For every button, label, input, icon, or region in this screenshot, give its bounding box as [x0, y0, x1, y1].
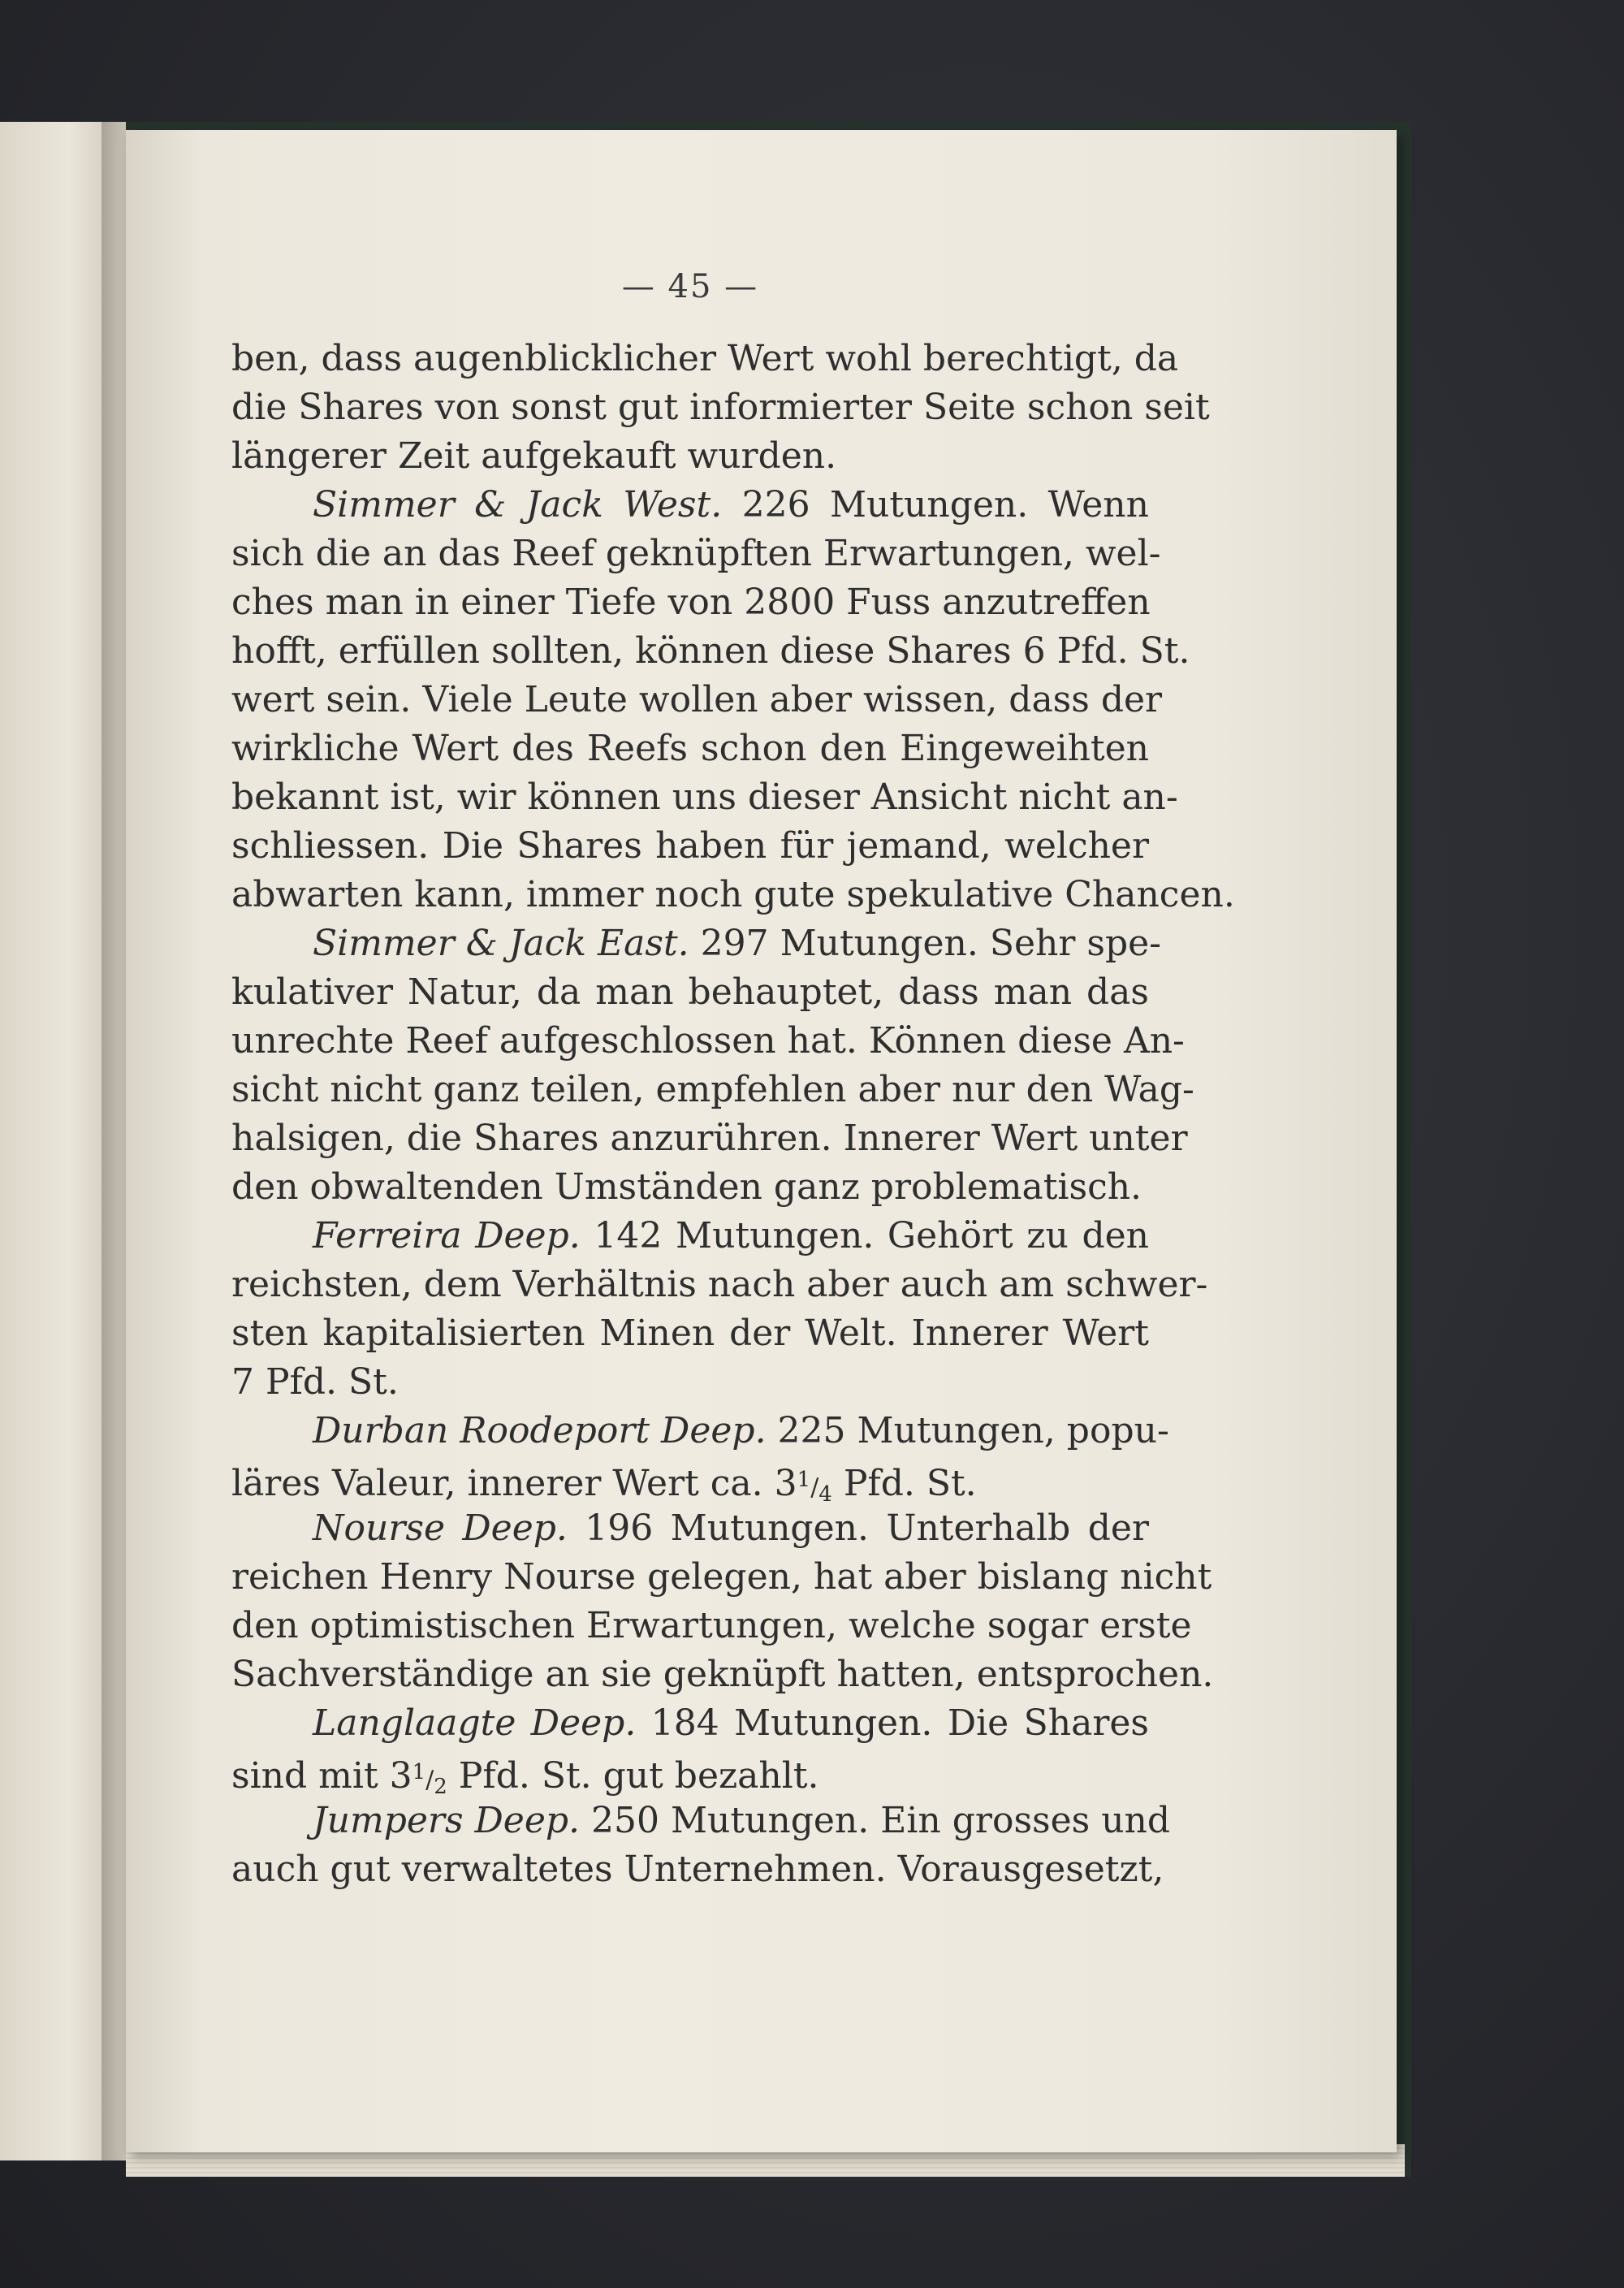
line-text: hofft, erfüllen sollten, können diese Shares 6 Pfd. St.: [231, 630, 1190, 672]
line-text: reichsten, dem Verhältnis nach aber auch am schwer-: [231, 1264, 1208, 1305]
line-text: bekannt ist, wir können uns dieser Ansicht nicht an-: [231, 776, 1178, 818]
line-text: ches man in einer Tiefe von 2800 Fuss anzutreffen: [231, 582, 1151, 623]
line-text-after: Pfd. St. gut bezahlt.: [447, 1755, 819, 1797]
text-line: [231, 335, 1179, 383]
text-line: [231, 1797, 1171, 1845]
line-text: sicht nicht ganz teilen, empfehlen aber nur den Wag-: [231, 1069, 1194, 1110]
text-line: [231, 627, 1190, 676]
line-text: unrechte Reef aufgeschlossen hat. Können diese An-: [231, 1020, 1185, 1062]
text-line: [231, 822, 1149, 871]
text-line: [231, 530, 1161, 578]
entry-title: Simmer & Jack East.: [313, 923, 689, 964]
line-text: ben, dass augenblicklicher Wert wohl berechtigt, da: [231, 338, 1179, 379]
text-line: [231, 1066, 1194, 1114]
line-text: sind mit 3: [231, 1755, 412, 1797]
text-line: [231, 1261, 1208, 1309]
text-line: [231, 432, 1149, 481]
line-text: die Shares von sonst gut informierter Seite schon seit: [231, 387, 1210, 428]
line-text: Sachverständige an sie geknüpft hatten, entsprochen.: [231, 1654, 1214, 1695]
line-text: wirkliche Wert des Reefs schon den Eingeweihten: [231, 728, 1149, 769]
text-line: [231, 1114, 1188, 1163]
line-text: abwarten kann, immer noch gute spekulative Chancen.: [231, 874, 1235, 915]
line-text: schliessen. Die Shares haben für jemand, welcher: [231, 825, 1149, 867]
text-line: [231, 724, 1149, 773]
text-line: [231, 1748, 1149, 1797]
page-number: — 45 —: [621, 268, 759, 305]
line-text: längerer Zeit aufgekauft wurden.: [231, 435, 837, 477]
line-text: 142 Mutungen. Gehört zu den: [580, 1215, 1150, 1256]
text-line: [231, 1553, 1212, 1602]
line-text: 225 Mutungen, popu-: [766, 1410, 1169, 1451]
text-line: [231, 919, 1162, 968]
body-text: [231, 335, 1235, 1894]
line-text: auch gut verwaltetes Unternehmen. Vorausgesetzt,: [231, 1849, 1164, 1890]
text-line: [231, 1650, 1214, 1699]
entry-title: Ferreira Deep.: [313, 1215, 581, 1256]
text-line: [231, 773, 1178, 822]
line-text: 297 Mutungen. Sehr spe-: [689, 923, 1162, 964]
text-line: [231, 1699, 1149, 1748]
text-line: [231, 1504, 1149, 1553]
text-line: [231, 1163, 1149, 1212]
line-text: reichen Henry Nourse gelegen, hat aber bislang nicht: [231, 1556, 1212, 1598]
text-line: [231, 1455, 1149, 1507]
line-text: läres Valeur, innerer Wert ca. 3: [231, 1463, 797, 1504]
text-line: [231, 1212, 1149, 1261]
text-line: [231, 871, 1235, 919]
entry-title: Durban Roodeport Deep.: [313, 1410, 767, 1451]
text-line: [231, 968, 1149, 1017]
text-line: [231, 676, 1163, 724]
fraction: $^1/_2$: [412, 1760, 447, 1799]
line-text: den obwaltenden Umständen ganz problematisch.: [231, 1166, 1142, 1208]
line-text: 7 Pfd. St.: [231, 1361, 399, 1403]
line-text: wert sein. Viele Leute wollen aber wissen, dass der: [231, 679, 1163, 720]
text-line: [231, 578, 1149, 627]
entry-title: Nourse Deep.: [313, 1507, 568, 1549]
text-line: [231, 1358, 1149, 1407]
line-text: kulativer Natur, da man behauptet, dass man das: [231, 971, 1149, 1013]
entry-title: Langlaagte Deep.: [313, 1702, 637, 1744]
text-line: [231, 481, 1149, 530]
entry-title: Jumpers Deep.: [313, 1800, 581, 1841]
line-text: sten kapitalisierten Minen der Welt. Innerer Wert: [231, 1313, 1149, 1354]
fraction: $^1/_4$: [797, 1468, 832, 1507]
text-line: [231, 1407, 1169, 1455]
text-line: [231, 1845, 1164, 1894]
line-text: den optimistischen Erwartungen, welche sogar erste: [231, 1605, 1192, 1646]
text-line: [231, 1309, 1149, 1358]
line-text: halsigen, die Shares anzurühren. Innerer Wert unter: [231, 1118, 1188, 1159]
line-text: 226 Mutungen. Wenn: [722, 484, 1149, 526]
text-line: [231, 383, 1210, 432]
line-text: 250 Mutungen. Ein grosses und: [580, 1800, 1171, 1841]
line-text: sich die an das Reef geknüpften Erwartungen, wel-: [231, 533, 1161, 574]
text-line: [231, 1017, 1185, 1066]
entry-title: Simmer & Jack West.: [313, 484, 723, 526]
left-page-edge: [0, 122, 116, 2160]
line-text: 196 Mutungen. Unterhalb der: [567, 1507, 1149, 1549]
line-text: 184 Mutungen. Die Shares: [636, 1702, 1149, 1744]
text-line: [231, 1602, 1192, 1650]
line-text-after: Pfd. St.: [831, 1463, 977, 1504]
